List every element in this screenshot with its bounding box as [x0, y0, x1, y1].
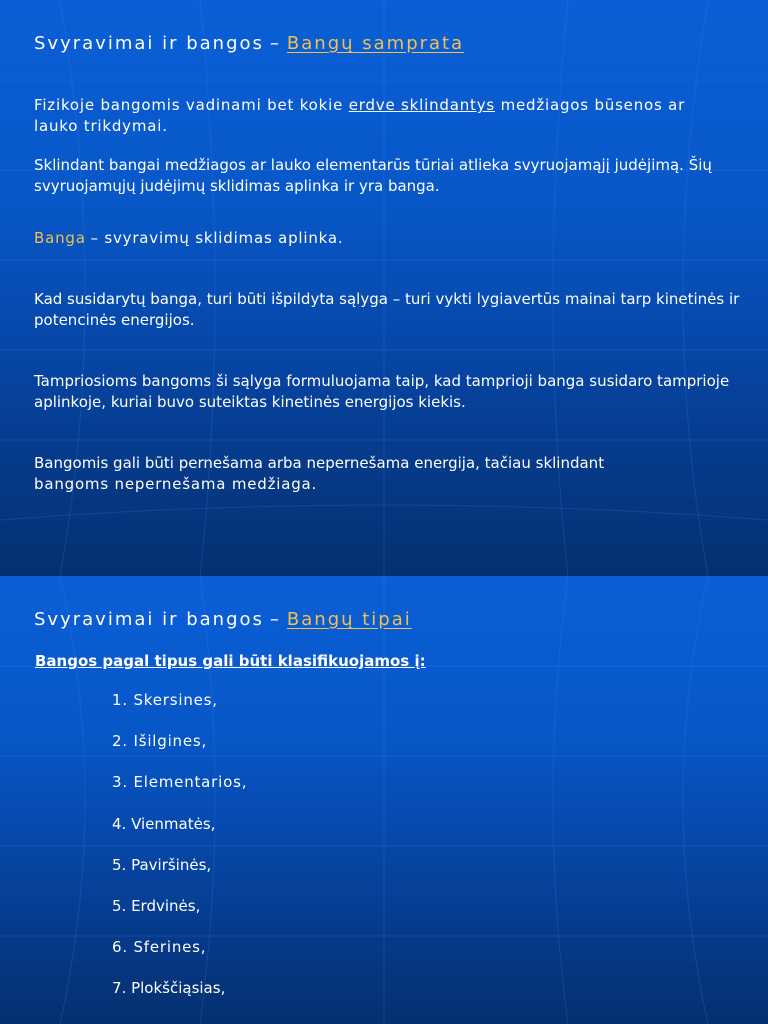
list-item: 2. Išilgines, — [112, 732, 208, 751]
slide-content — [0, 576, 768, 1024]
banga-definition-text: – svyravimų sklidimas aplinka. — [90, 229, 344, 247]
list-item: 5. Erdvinės, — [112, 896, 201, 915]
list-item: 5. Paviršinės, — [112, 855, 212, 874]
list-item: 7. Plokščiąsias, — [112, 979, 226, 998]
title-accent: Bangų tipai — [286, 609, 412, 630]
list-item: 4. Vienmatės, — [112, 814, 216, 833]
energy-transfer-line1: Bangomis gali būti pernešama arba nepernešama energija, tačiau sklindant — [34, 454, 605, 472]
title-main: Svyravimai ir bangos — [34, 33, 264, 54]
paragraph-definition — [34, 95, 744, 137]
title-main: Svyravimai ir bangos — [34, 609, 264, 630]
paragraph-banga-definition — [34, 228, 744, 249]
wave-types-list — [112, 688, 247, 1018]
paragraph-definition-line2: lauko trikdymai. — [34, 117, 168, 135]
list-item: 6. Sferines, — [112, 938, 207, 957]
list-item: 1. Skersines, — [112, 691, 218, 709]
slide-title — [34, 33, 464, 54]
energy-transfer-line2: bangoms nepernešama medžiaga. — [34, 475, 318, 493]
paragraph-definition-start: Fizikoje bangomis vadinami bet kokie — [34, 96, 344, 114]
paragraph-energy-condition: Kad susidarytų banga, turi būti išpildyta sąlyga – turi vykti lygiavertūs mainai tarp kinetinės ir potencinės energijos. — [34, 290, 740, 329]
erdve-sklindantys-link[interactable]: erdve sklindantys — [348, 96, 495, 114]
title-dash: – — [269, 609, 281, 630]
title-dash: – — [269, 33, 281, 54]
slide-banga-types — [0, 576, 768, 1024]
title-accent: Bangų samprata — [286, 33, 465, 54]
paragraph-energy-transfer — [34, 453, 744, 495]
list-item: 3. Elementarios, — [112, 773, 248, 792]
classification-subtitle: Bangos pagal tipus gali būti klasifikuojamos į: — [35, 652, 426, 670]
slide-title — [34, 609, 412, 630]
paragraph-elementary-volumes: Sklindant bangai medžiagos ar lauko elementarūs tūriai atlieka svyruojamąjį judėjimą. Šių svyruojamųjų judėjimų sklidimas aplinka ir yra banga. — [34, 156, 712, 195]
banga-term: Banga — [34, 229, 86, 247]
paragraph-definition-end: medžiagos būsenos ar — [500, 96, 686, 114]
paragraph-elastic-waves: Tampriosioms bangoms ši sąlyga formuluojama taip, kad tamprioji banga susidaro tamprioje aplinkoje, kuriai buvo suteiktas kinetinės energijos kiekis. — [34, 372, 730, 411]
